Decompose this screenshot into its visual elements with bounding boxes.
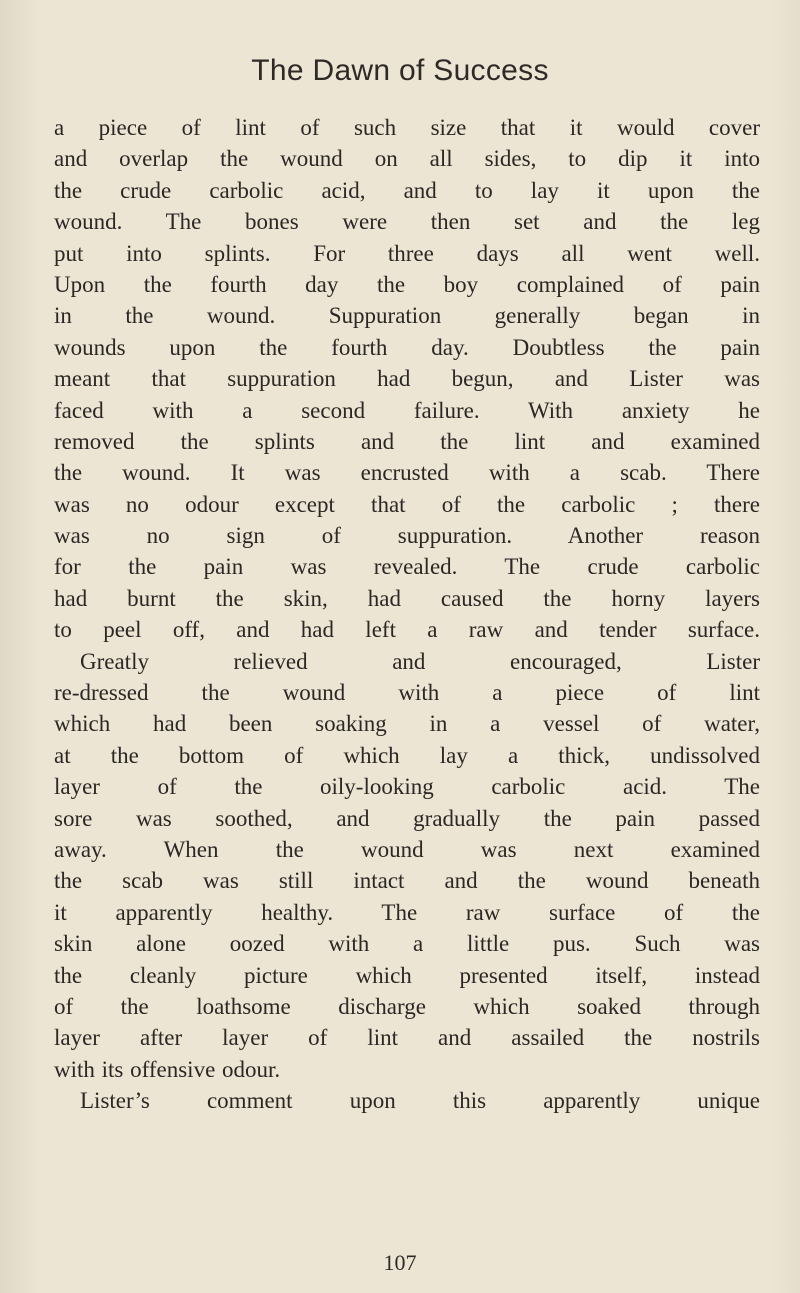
text-line: for the pain was revealed. The crude carbolic <box>54 554 760 580</box>
text-line: layer of the oily-looking carbolic acid. The <box>54 774 760 800</box>
text-line: and overlap the wound on all sides, to dip it into <box>54 146 760 172</box>
text-line: Greatly relieved and encouraged, Lister <box>80 648 760 674</box>
text-line: to peel off, and had left a raw and tender surface. <box>54 617 760 643</box>
text-line: layer after layer of lint and assailed the nostrils <box>54 1025 760 1051</box>
text-line: removed the splints and the lint and examined <box>54 428 760 454</box>
text-line: sore was soothed, and gradually the pain passed <box>54 805 760 831</box>
text-line: the wound. It was encrusted with a scab. There <box>54 460 760 486</box>
text-line: wounds upon the fourth day. Doubtless the pain <box>54 334 760 360</box>
text-line: the scab was still intact and the wound beneath <box>54 868 760 894</box>
page-number: 107 <box>383 1250 417 1275</box>
text-line: meant that suppuration had begun, and Lister was <box>54 366 760 392</box>
text-line: skin alone oozed with a little pus. Such was <box>54 931 760 957</box>
text-line: put into splints. For three days all went well. <box>54 240 760 266</box>
text-line: with its offensive odour. <box>54 1056 281 1082</box>
text-line: of the loathsome discharge which soaked through <box>54 993 760 1019</box>
text-line: faced with a second failure. With anxiety he <box>54 397 760 423</box>
text-line: in the wound. Suppuration generally began in <box>54 303 760 329</box>
text-line: a piece of lint of such size that it would cover <box>54 115 760 140</box>
text-line: wound. The bones were then set and the leg <box>54 209 760 235</box>
body-text <box>54 112 760 1117</box>
text-line: re-dressed the wound with a piece of lint <box>54 680 760 706</box>
text-line: had burnt the skin, had caused the horny layers <box>54 585 760 611</box>
text-line: Upon the fourth day the boy complained of pain <box>54 271 760 297</box>
text-line: was no sign of suppuration. Another reason <box>54 523 760 549</box>
text-line: at the bottom of which lay a thick, undissolved <box>54 742 760 768</box>
running-head: The Dawn of Success <box>251 54 549 87</box>
text-line: the cleanly picture which presented itself, instead <box>54 962 760 988</box>
text-line: the crude carbolic acid, and to lay it upon the <box>54 177 760 203</box>
text-line: which had been soaking in a vessel of water, <box>54 711 760 737</box>
text-line: it apparently healthy. The raw surface of the <box>54 899 760 925</box>
text-line: was no odour except that of the carbolic ; there <box>54 491 760 517</box>
text-line: away. When the wound was next examined <box>54 836 760 862</box>
text-line: Lister’s comment upon this apparently unique <box>80 1088 760 1114</box>
